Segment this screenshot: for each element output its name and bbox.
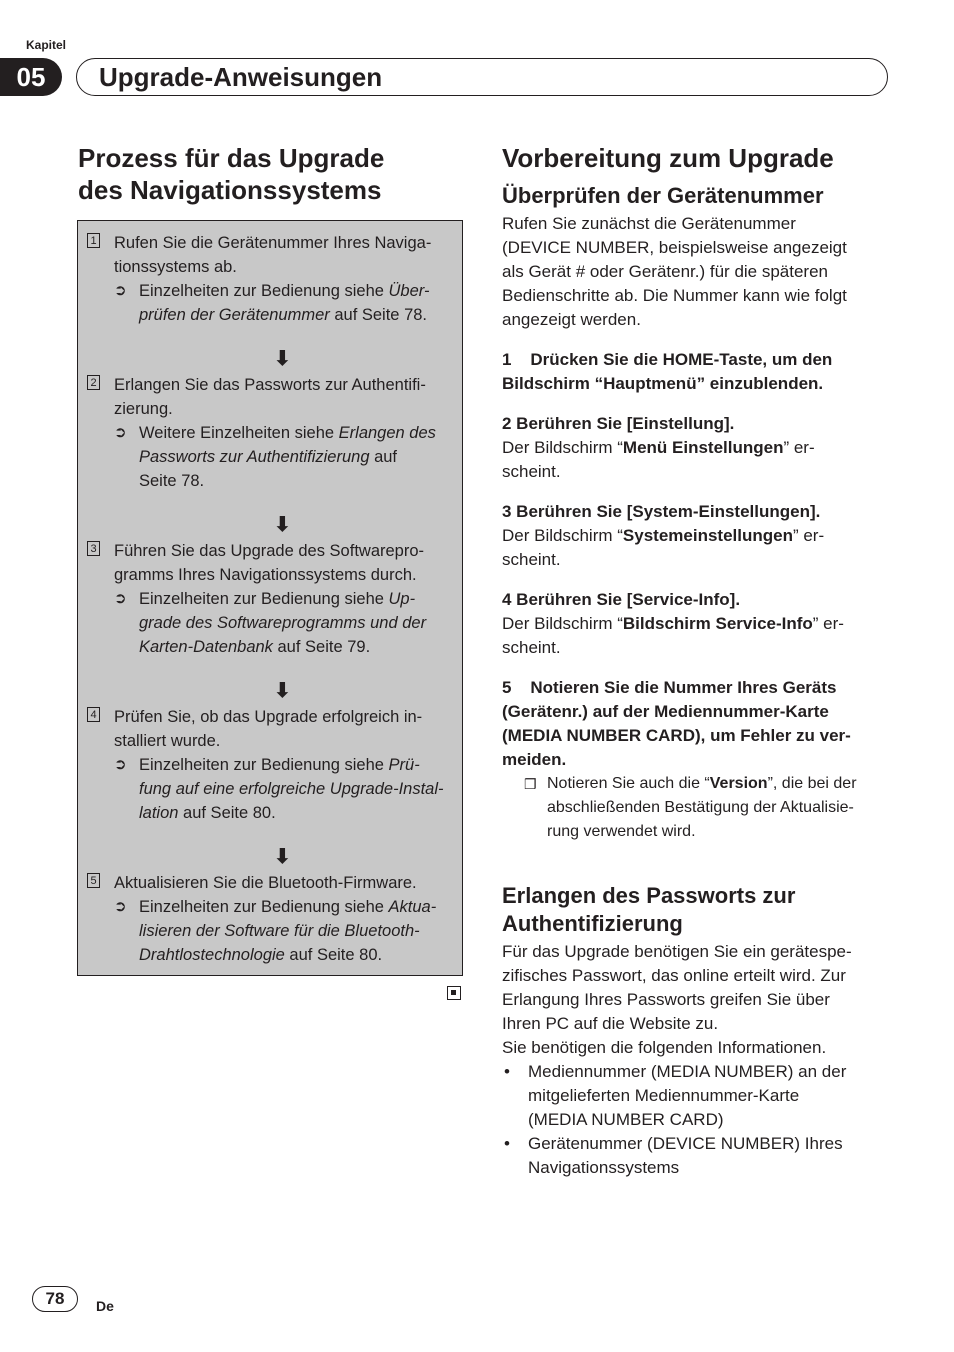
chapter-title: Upgrade-Anweisungen (99, 62, 383, 92)
step-text: Erlangen Sie das Passworts zur Authentifi- zierung. (114, 376, 426, 418)
language-code: De (96, 1298, 114, 1314)
down-arrow-icon: ⬇ (274, 846, 291, 868)
instruction-step-4: 4 Berühren Sie [Service-Info]. (502, 590, 741, 609)
down-arrow-icon: ⬇ (274, 348, 291, 370)
note-checkbox-icon: ❒ (524, 776, 537, 792)
device-number-subheading: Überprüfen der Gerätenummer (502, 183, 824, 208)
step-reference: ➲ Einzelheiten zur Bedienung siehe Up- grade des Softwareprogramms und der Karten-Datenbank auf Seite 79. (114, 587, 455, 659)
chapter-title-bar (76, 58, 888, 96)
step-text: Rufen Sie die Gerätenummer Ihres Naviga- tionssystems ab. (114, 234, 432, 276)
step-reference: ➲ Einzelheiten zur Bedienung siehe Prü- fung auf eine erfolgreiche Upgrade-Instal- lation auf Seite 80. (114, 753, 455, 825)
down-arrow-icon: ⬇ (274, 514, 291, 536)
reference-text: Einzelheiten zur Bedienung siehe (139, 590, 389, 608)
process-step-5 (87, 871, 455, 967)
arrow-right-circle-icon: ➲ (114, 756, 127, 773)
step-number: 4 (87, 707, 100, 722)
reference-page: auf Seite 80. (284, 946, 383, 964)
process-step-4 (87, 705, 455, 825)
reference-text: Einzelheiten zur Bedienung siehe (139, 898, 389, 916)
step-number: 5 (87, 873, 100, 888)
step-reference: ➲ Weitere Einzelheiten siehe Erlangen des Passworts zur Authentifizierung auf Seite 78. (114, 421, 455, 493)
reference-page: auf Seite 78. (329, 306, 428, 324)
step-number: 1 (87, 233, 100, 248)
instruction-step-3: 3 Berühren Sie [System-Einstellungen]. (502, 502, 821, 521)
reference-text: Einzelheiten zur Bedienung siehe (139, 756, 389, 774)
step-text: Aktualisieren Sie die Bluetooth-Firmware. (114, 874, 417, 892)
reference-page: auf Seite 79. (272, 638, 371, 656)
list-item: • Mediennummer (MEDIA NUMBER) an der mitgelieferten Mediennummer-Karte (MEDIA NUMBER CARD) (504, 1062, 847, 1129)
step-reference: ➲ Einzelheiten zur Bedienung siehe Aktua- lisieren der Software für die Bluetooth- Drahtlostechnologie auf Seite 80. (114, 895, 455, 967)
reference-text: Einzelheiten zur Bedienung siehe (139, 282, 389, 300)
step-text: Führen Sie das Upgrade des Softwarepro- gramms Ihres Navigationssystems durch. (114, 542, 425, 584)
process-step-2 (87, 373, 455, 493)
device-number-intro: Rufen Sie zunächst die Gerätenummer (DEVICE NUMBER, beispielsweise angezeigt als Gerät # oder Gerätenr.) für die späteren Bedienschritte ab. Die Nummer kann wie folgt angezeigt werden. (502, 214, 847, 329)
arrow-right-circle-icon: ➲ (114, 590, 127, 607)
list-item: • Gerätenummer (DEVICE NUMBER) Ihres Navigationssystems (504, 1134, 843, 1177)
process-step-3 (87, 539, 455, 659)
process-step-1 (87, 231, 455, 327)
step-number: 3 (87, 541, 100, 556)
step-number: 2 (87, 375, 100, 390)
arrow-right-circle-icon: ➲ (114, 424, 127, 441)
process-heading (78, 142, 478, 206)
page-number: 78 (32, 1286, 78, 1312)
process-heading-line1: Prozess für das Upgrade (78, 143, 385, 173)
preparation-section (502, 142, 892, 1180)
bullet-icon: • (504, 1062, 510, 1081)
password-intro: Für das Upgrade benötigen Sie ein gerätespe- zifisches Passwort, das online erteilt wird. Zur Erlangung Ihres Passworts greifen Sie über Ihren PC auf die Website zu. (502, 942, 852, 1033)
password-subheading: Erlangen des Passworts zur Authentifizierung (502, 883, 796, 936)
process-heading-line2: des Navigationssystems (78, 175, 382, 205)
password-required-info: Sie benötigen die folgenden Informationen. (502, 1038, 827, 1057)
arrow-right-circle-icon: ➲ (114, 898, 127, 915)
chapter-number-badge: 05 (0, 58, 62, 96)
reference-page: auf Seite 80. (178, 804, 276, 822)
bullet-icon: • (504, 1134, 510, 1153)
down-arrow-icon: ⬇ (274, 680, 291, 702)
reference-text: Weitere Einzelheiten siehe (139, 424, 339, 442)
instruction-step-3-result: Der Bildschirm “Systemeinstellungen” er- scheint. (502, 526, 825, 569)
instruction-step-4-result: Der Bildschirm “Bildschirm Service-Info” er- scheint. (502, 614, 844, 657)
process-flow-box (77, 220, 463, 976)
step-text: Prüfen Sie, ob das Upgrade erfolgreich in- stalliert wurde. (114, 708, 423, 750)
arrow-right-circle-icon: ➲ (114, 282, 127, 299)
instruction-step-5: 5 Notieren Sie die Nummer Ihres Geräts (Gerätenr.) auf der Mediennummer-Karte (MEDIA NUMBER CARD), um Fehler zu ver- meiden. (502, 678, 851, 769)
instruction-step-2-result: Der Bildschirm “Menü Einstellungen” er- scheint. (502, 438, 815, 481)
instruction-step-2: 2 Berühren Sie [Einstellung]. (502, 414, 735, 433)
step-reference: ➲ Einzelheiten zur Bedienung siehe Über- prüfen der Gerätenummer auf Seite 78. (114, 279, 455, 327)
section-end-icon (447, 986, 461, 1000)
instruction-step-1: 1 Drücken Sie die HOME-Taste, um den Bildschirm “Hauptmenü” einzublenden. (502, 350, 833, 393)
preparation-heading: Vorbereitung zum Upgrade (502, 143, 834, 173)
chapter-label: Kapitel (26, 38, 67, 52)
version-note: ❒ Notieren Sie auch die “Version”, die bei der abschließenden Bestätigung der Aktualisie- rung verwendet wird. (502, 772, 892, 844)
